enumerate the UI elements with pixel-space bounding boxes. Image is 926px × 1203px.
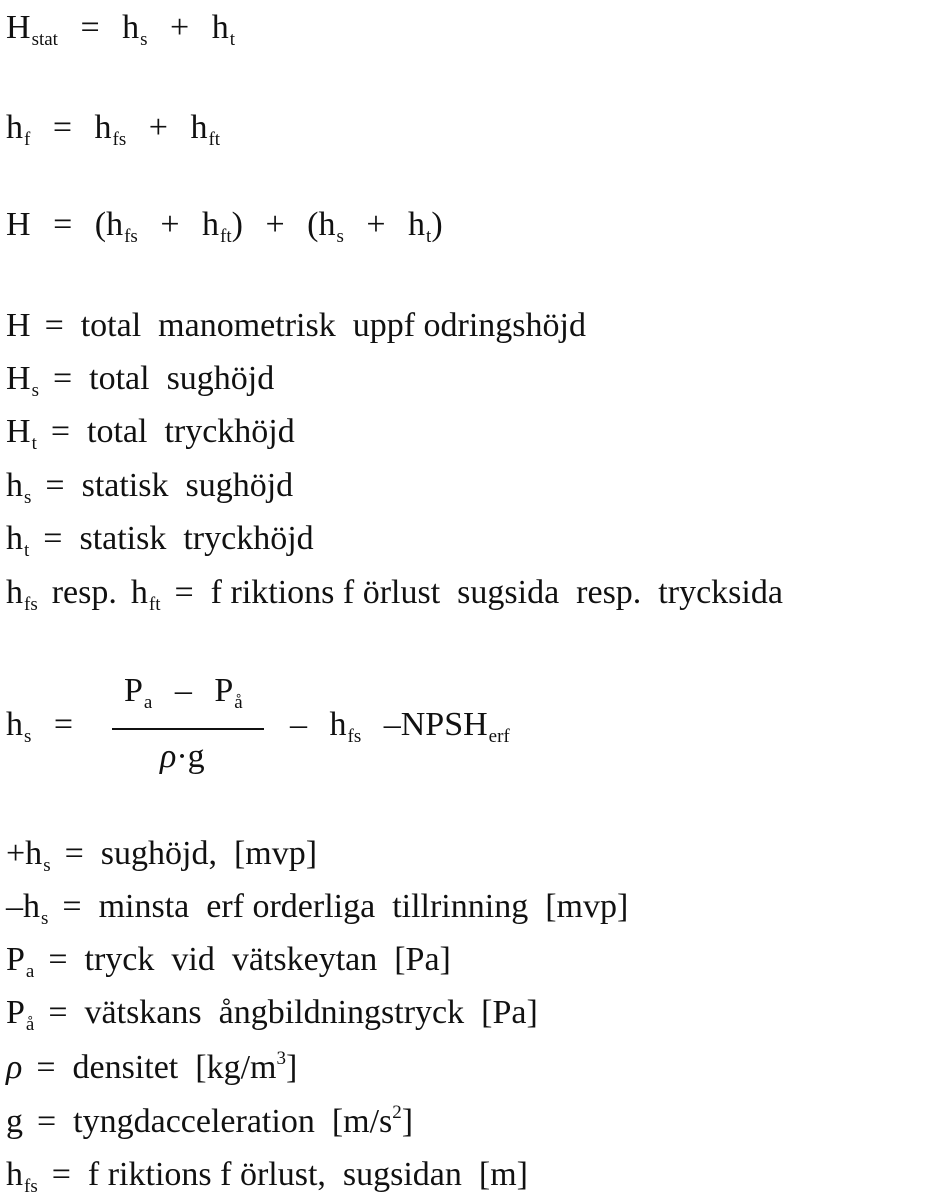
legend-text: = tyngdacceleration [m/s [37, 1103, 393, 1140]
legend-text: = f riktions f örlust, sugsidan [m] [51, 1156, 528, 1193]
symbol: h [202, 206, 219, 243]
legend-line-rho [6, 1048, 297, 1088]
legend-line-hfs [6, 1155, 528, 1195]
plus-sign: + [148, 109, 168, 146]
equals-sign: = [80, 9, 100, 46]
symbol: H [6, 206, 31, 243]
symbol: h [211, 9, 229, 46]
symbol: P [214, 672, 234, 709]
rho-symbol: ρ [160, 738, 177, 775]
legend-text: = tryck vid vätskeytan [Pa] [48, 941, 451, 978]
definition-text: = f riktions f örlust sugsida resp. trycksida [174, 574, 783, 611]
symbol: h [329, 706, 347, 743]
subscript: s [43, 855, 51, 876]
legend-line [6, 993, 538, 1033]
formula-rhs [276, 705, 510, 745]
superscript: 2 [392, 1102, 402, 1123]
equation-total-head [6, 205, 443, 245]
definition-line [6, 359, 274, 399]
subscript: fs [24, 594, 38, 615]
legend-line [6, 834, 317, 874]
definition-line-friction [6, 573, 783, 613]
plus-sign: + [265, 206, 285, 243]
plus-sign: + [366, 206, 386, 243]
symbol: g [6, 1103, 23, 1140]
subscript: ft [148, 594, 161, 615]
equation-friction-head [6, 108, 220, 148]
legend-line [6, 887, 628, 927]
plus-sign: + [160, 206, 180, 243]
symbol: H [6, 413, 31, 450]
symbol: h [122, 9, 140, 46]
symbol: h [6, 574, 23, 611]
symbol: (h [307, 206, 336, 243]
subscript: a [25, 961, 35, 982]
legend-line-g [6, 1102, 413, 1142]
subscript: s [31, 380, 39, 401]
plus-sign: + [170, 9, 190, 46]
symbol: h [6, 467, 23, 504]
legend-text: = sughöjd, [mvp] [64, 835, 318, 872]
subscript: fs [347, 726, 362, 747]
definition-text: = total manometrisk uppf odringshöjd [44, 307, 586, 344]
equals-sign: = [53, 206, 73, 243]
symbol: h [6, 520, 23, 557]
subscript: å [25, 1014, 35, 1035]
formula-lhs [6, 705, 87, 745]
symbol: h [408, 206, 426, 243]
subscript: ft [220, 226, 232, 247]
subscript: a [143, 692, 153, 713]
definition-line [6, 306, 586, 346]
definition-line [6, 412, 295, 452]
subscript: s [24, 487, 32, 508]
subscript: s [41, 908, 49, 929]
equals-sign: = [52, 109, 73, 146]
subscript: fs [24, 1176, 38, 1197]
symbol: h [6, 109, 23, 146]
legend-text: = densitet [kg/m [36, 1049, 277, 1086]
bracket: ] [285, 1049, 298, 1086]
definition-text: = total tryckhöjd [50, 413, 295, 450]
subscript: t [426, 226, 432, 247]
minus-sign: – [174, 672, 192, 709]
definition-text: = statisk tryckhöjd [43, 520, 314, 557]
symbol: H [6, 360, 31, 397]
symbol: H [6, 9, 31, 46]
equation-static-head [6, 8, 235, 48]
symbol: h [6, 706, 23, 743]
definition-text: = total sughöjd [52, 360, 275, 397]
symbol: H [6, 307, 31, 344]
definition-text: = statisk sughöjd [45, 467, 294, 504]
subscript: ft [208, 129, 221, 150]
minus-sign: – [290, 706, 307, 743]
fraction-denominator [160, 738, 205, 776]
subscript: f [24, 129, 31, 150]
subscript: t [24, 540, 30, 561]
equals-sign: = [53, 706, 74, 743]
superscript: 3 [276, 1048, 286, 1069]
fraction-numerator [124, 672, 243, 713]
paren: ) [431, 206, 443, 243]
npsh-term: –NPSH [383, 706, 488, 743]
definition-line [6, 466, 293, 506]
subscript: fs [124, 226, 138, 247]
legend-text: = minsta erf orderliga tillrinning [mvp] [62, 888, 629, 925]
symbol: ·g [176, 738, 205, 775]
legend-text: = vätskans ångbildningstryck [Pa] [48, 994, 538, 1031]
symbol: P [124, 672, 143, 709]
paren: ) [231, 206, 243, 243]
symbol: h [94, 109, 112, 146]
bracket: ] [401, 1103, 414, 1140]
resp-text: resp. [51, 574, 117, 611]
legend-line [6, 940, 451, 980]
subscript: stat [31, 29, 58, 50]
symbol: (h [94, 206, 124, 243]
symbol: –h [6, 888, 40, 925]
fraction-bar [112, 728, 264, 730]
definition-line [6, 519, 314, 559]
symbol: h [6, 1156, 23, 1193]
symbol: P [6, 941, 25, 978]
subscript: å [234, 692, 243, 713]
subscript: t [31, 433, 37, 454]
subscript: erf [488, 726, 510, 747]
subscript: fs [112, 129, 127, 150]
symbol: P [6, 994, 25, 1031]
symbol: h [190, 109, 208, 146]
subscript: s [24, 726, 32, 747]
subscript: s [140, 29, 148, 50]
symbol: +h [6, 835, 43, 872]
symbol: h [130, 574, 148, 611]
subscript: s [336, 226, 344, 247]
rho-symbol: ρ [6, 1049, 23, 1086]
subscript: t [229, 29, 236, 50]
